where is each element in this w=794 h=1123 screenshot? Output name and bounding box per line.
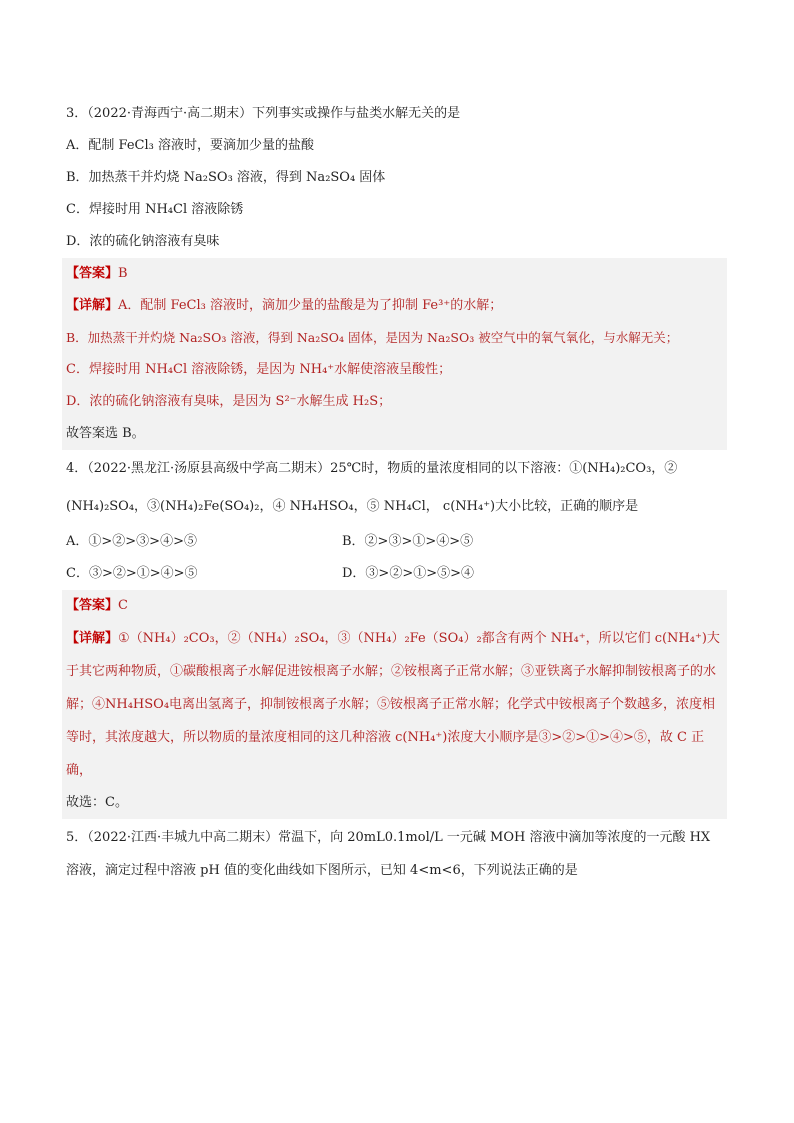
q4-conclusion: 故选：C。 bbox=[66, 795, 128, 810]
document-body bbox=[66, 98, 723, 887]
q3-detail-4: D．浓的硫化钠溶液有臭味，是因为 S²⁻水解生成 H₂S； bbox=[66, 394, 392, 409]
q5-stem: 5．（2022·江西·丰城九中高二期末）常温下，向 20mL0.1mol/L 一元碱 MOH 溶液中滴加等浓度的一元酸 HX 溶液，滴定过程中溶液 pH 值的变化曲线如下图所示，已知 4<m<6，下列说法正确的是 bbox=[66, 830, 711, 878]
q3-option-a: A．配制 FeCl₃ 溶液时，要滴加少量的盐酸 bbox=[66, 138, 314, 153]
q4-option-a: A．①>②>③>④>⑤ bbox=[66, 534, 197, 549]
q4-answer bbox=[66, 590, 727, 622]
q3-detail-1 bbox=[66, 290, 727, 322]
q4-option-b: B．②>③>①>④>⑤ bbox=[342, 534, 474, 549]
q3-option-c: C．焊接时用 NH₄Cl 溶液除锈 bbox=[66, 202, 244, 217]
answer-label: 【答案】 bbox=[66, 266, 119, 281]
q3-option-b: B．加热蒸干并灼烧 Na₂SO₃ 溶液，得到 Na₂SO₄ 固体 bbox=[66, 170, 386, 185]
q3-conclusion: 故答案选 B。 bbox=[66, 426, 145, 441]
answer-value: C bbox=[118, 598, 128, 613]
q3-answer-box bbox=[62, 258, 727, 450]
q3-stem: 3．（2022·青海西宁·高二期末）下列事实或操作与盐类水解无关的是 bbox=[66, 106, 461, 121]
answer-label: 【答案】 bbox=[66, 598, 119, 613]
q4-stem-1: 4．（2022·黑龙江·汤原县高级中学高二期末）25℃时，物质的量浓度相同的以下溶液：①(NH₄)₂CO₃，② bbox=[66, 461, 678, 476]
q3-detail-3: C．焊接时用 NH₄Cl 溶液除锈，是因为 NH₄⁺水解使溶液呈酸性； bbox=[66, 362, 452, 377]
q4-stem-2: (NH₄)₂SO₄，③(NH₄)₂Fe(SO₄)₂，④ NH₄HSO₄，⑤ NH₄Cl， c(NH₄⁺)大小比较，正确的顺序是 bbox=[66, 499, 639, 514]
q3-option-d: D．浓的硫化钠溶液有臭味 bbox=[66, 234, 220, 249]
q4-answer-box bbox=[62, 590, 727, 819]
detail-label: 【详解】 bbox=[66, 298, 119, 313]
q3-answer bbox=[66, 258, 727, 290]
q4-option-d: D．③>②>①>⑤>④ bbox=[342, 566, 474, 581]
detail-text: ①（NH₄）₂CO₃，②（NH₄）₂SO₄，③（NH₄）₂Fe（SO₄）₂都含有两个 NH₄⁺，所以它们 c(NH₄⁺)大于其它两种物质，①碳酸根离子水解促进铵根离子水解；②铵根离子正常水解；③亚铁离子水解抑制铵根离子的水解；④NH₄HSO₄电离出氢离子，抑制铵根离子水解；⑤铵根离子正常水解；化学式中铵根离子个数越多，浓度相等时，其浓度越大，所以物质的量浓度相同的这几种溶液 c(NH₄⁺)浓度大小顺序是③>②>①>④>⑤，故 C 正确， bbox=[66, 631, 720, 778]
q4-detail bbox=[66, 622, 727, 787]
q4-option-c: C．③>②>①>④>⑤ bbox=[66, 566, 198, 581]
q4-options-row-1 bbox=[66, 526, 723, 558]
detail-label: 【详解】 bbox=[66, 631, 119, 646]
q4-options-row-2 bbox=[66, 558, 723, 590]
answer-value: B bbox=[118, 266, 128, 281]
q3-detail-2: B．加热蒸干并灼烧 Na₂SO₃ 溶液，得到 Na₂SO₄ 固体，是因为 Na₂SO₃ 被空气中的氧气氧化，与水解无关； bbox=[66, 330, 679, 345]
detail-text: A．配制 FeCl₃ 溶液时，滴加少量的盐酸是为了抑制 Fe³⁺的水解； bbox=[118, 298, 503, 313]
